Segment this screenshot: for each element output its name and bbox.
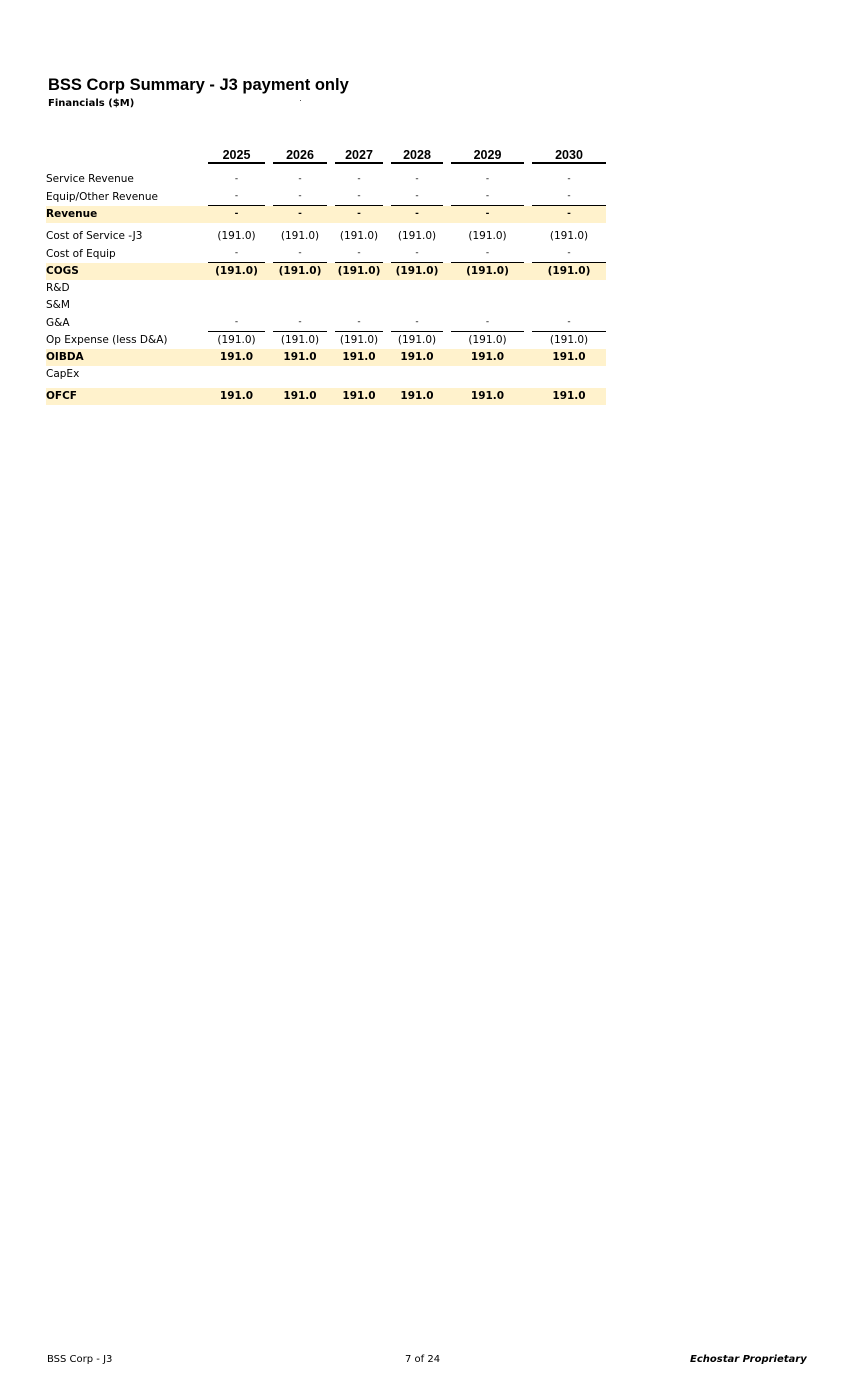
cell-value [273,366,327,383]
cell-value [208,280,265,297]
cell-value: - [415,174,419,184]
year-header: 2027 [335,146,383,171]
cell-value: (191.0) [280,334,320,346]
row-label: OIBDA [46,349,200,366]
cell-value: (191.0) [339,334,379,346]
cell-value: - [451,245,524,263]
cell-value: - [273,206,327,223]
cell-value: 191.0 [532,349,606,366]
cell-value: (191.0) [549,334,589,346]
year-header: 2028 [391,146,443,171]
cell-value: - [357,174,361,184]
table-row [46,366,606,383]
table-row [46,314,606,332]
cell-value [273,297,327,314]
row-label: Op Expense (less D&A) [46,334,168,346]
table-row [46,297,606,314]
row-label: G&A [46,316,70,329]
cell-value [451,297,524,314]
year-header: 2029 [451,146,524,171]
table-row [46,332,606,349]
cell-value: (191.0) [397,230,437,242]
table-row [46,280,606,297]
cell-value [451,366,524,383]
cell-value: - [485,174,490,184]
cell-value [335,297,383,314]
cell-value: - [532,314,606,332]
cell-value: - [391,245,443,263]
cell-value: - [567,174,571,184]
year-header: 2025 [208,146,265,171]
table-row [46,228,606,245]
row-label: Equip/Other Revenue [46,190,158,203]
cell-value: 191.0 [273,349,327,366]
footer-proprietary: Echostar Proprietary [690,1354,807,1365]
cell-value: 191.0 [391,388,443,405]
row-label: COGS [46,263,200,280]
cell-value [208,297,265,314]
cell-value: 191.0 [208,349,265,366]
cell-value: (191.0) [335,263,383,280]
cell-value: - [208,245,265,263]
table-row [46,349,606,366]
cell-value: - [451,206,524,223]
year-header-row [46,146,606,171]
cell-value: (191.0) [217,334,256,346]
cell-value: - [335,188,383,206]
cell-value: (191.0) [451,263,524,280]
cell-value [335,280,383,297]
cell-value [335,366,383,383]
cell-value: - [208,314,265,332]
cell-value [532,297,606,314]
cell-value: (191.0) [339,230,379,242]
cell-value: (191.0) [217,230,256,242]
row-label: R&D [46,282,70,294]
cell-value [391,366,443,383]
cell-value: - [273,188,327,206]
cell-value: (191.0) [280,230,320,242]
cell-value: - [335,206,383,223]
cell-value: (191.0) [397,334,437,346]
cell-value: - [532,188,606,206]
cell-value: - [335,314,383,332]
cell-value: - [451,188,524,206]
cell-value [391,297,443,314]
row-label: S&M [46,299,70,311]
page-title: BSS Corp Summary - J3 payment only [48,76,349,94]
table-row [46,206,606,223]
row-label: Cost of Equip [46,247,116,260]
cell-value: (191.0) [273,263,327,280]
row-label: Service Revenue [46,173,134,185]
cell-value: - [391,314,443,332]
page-subtitle: Financials ($M) [48,98,135,109]
table-row [46,263,606,280]
cell-value: 191.0 [451,388,524,405]
table-row [46,171,606,188]
cell-value: (191.0) [532,263,606,280]
cell-value: (191.0) [468,230,507,242]
cell-value: - [298,174,302,184]
cell-value [532,366,606,383]
cell-value: 191.0 [532,388,606,405]
cell-value: - [273,245,327,263]
cell-value: (191.0) [208,263,265,280]
cell-value: - [208,188,265,206]
cell-value: (191.0) [468,334,507,346]
cell-value: 191.0 [451,349,524,366]
cell-value: (191.0) [391,263,443,280]
financials-table [46,146,606,405]
cell-value: - [532,245,606,263]
cell-value: - [273,314,327,332]
footer-page-number: 7 of 24 [405,1354,441,1365]
table-row [46,245,606,263]
cell-value: - [208,206,265,223]
cell-value: - [451,314,524,332]
cell-value [391,280,443,297]
cell-value: 191.0 [335,349,383,366]
footer-left: BSS Corp - J3 [47,1354,113,1365]
cell-value: - [532,206,606,223]
cell-value [208,366,265,383]
cell-value: 191.0 [273,388,327,405]
row-label: Cost of Service -J3 [46,230,143,242]
cell-value: (191.0) [549,230,589,242]
cell-value: 191.0 [208,388,265,405]
cell-value [273,280,327,297]
table-row [46,188,606,206]
cell-value [451,280,524,297]
table-row [46,388,606,405]
header-spacer [46,146,200,171]
cell-value: - [391,206,443,223]
cell-value: 191.0 [335,388,383,405]
row-label: Revenue [46,206,200,223]
stray-mark [300,100,301,101]
cell-value [532,280,606,297]
year-header: 2030 [532,146,606,171]
cell-value: - [391,188,443,206]
cell-value: 191.0 [391,349,443,366]
row-label: CapEx [46,368,80,380]
year-header: 2026 [273,146,327,171]
cell-value: - [335,245,383,263]
row-label: OFCF [46,388,200,405]
cell-value: - [234,174,239,184]
